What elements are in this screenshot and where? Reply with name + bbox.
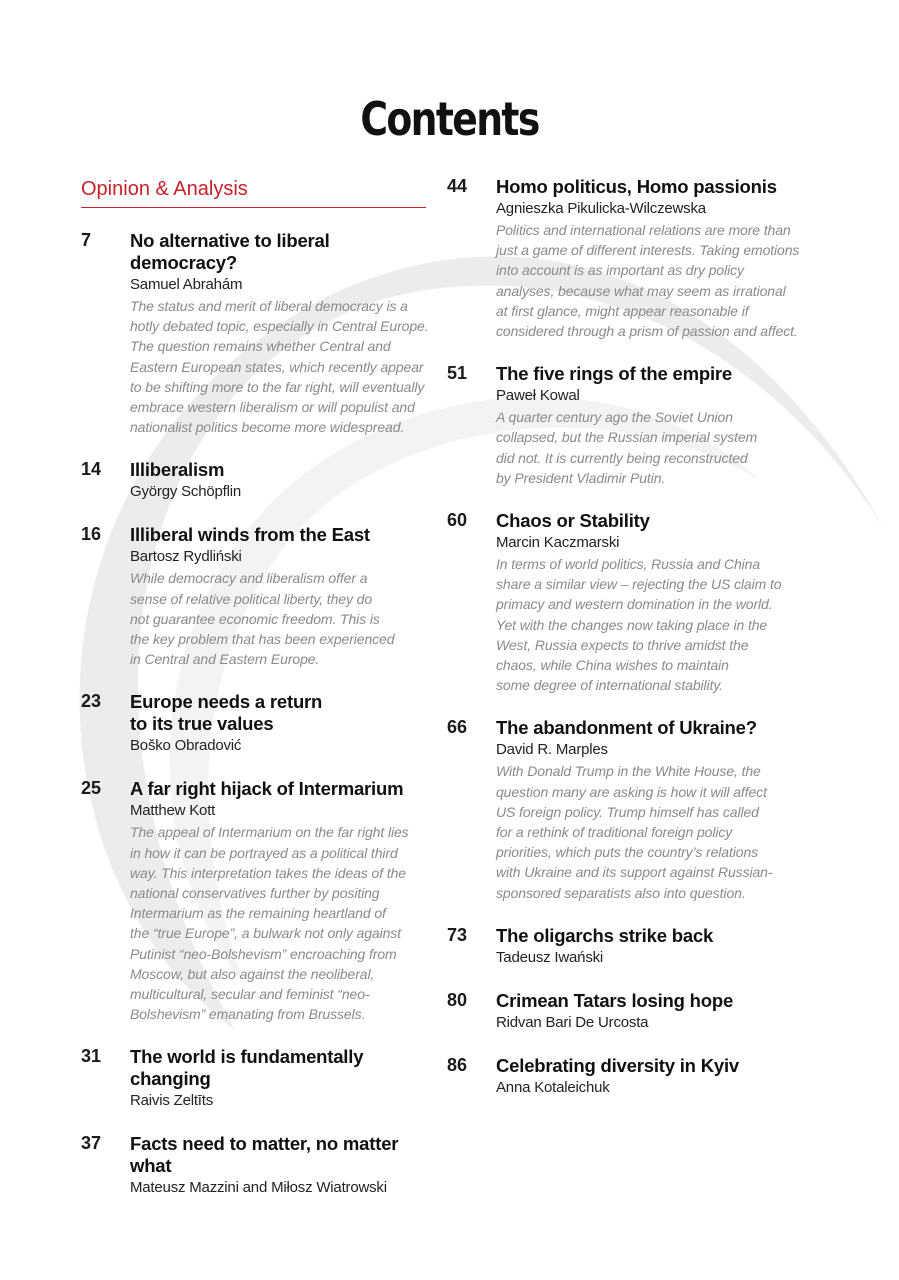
article-title-line: The world is fundamentally changing (130, 1046, 364, 1090)
toc-entry[interactable] (447, 925, 807, 968)
article-author: Marcin Kaczmarski (496, 534, 620, 552)
article-author: David R. Marples (496, 741, 608, 759)
article-title[interactable] (130, 459, 426, 481)
summary-line: The appeal of Intermarium on the far right lies (130, 824, 409, 841)
page-number: 73 (447, 924, 468, 945)
summary-line: nationalist politics become more widespread. (130, 419, 405, 436)
toc-entry[interactable] (81, 778, 426, 1024)
page-number: 51 (447, 363, 468, 384)
summary-line: for a rethink of traditional foreign policy (496, 824, 733, 841)
summary-line: in how it can be portrayed as a political third (130, 844, 398, 861)
summary-line: share a similar view – rejecting the US claim to (496, 576, 782, 593)
article-title-line: Illiberal winds from the East (130, 524, 370, 546)
entry-body (130, 691, 426, 756)
summary-line: The question remains whether Central and (130, 338, 391, 355)
article-title-line: No alternative to liberal democracy? (130, 230, 330, 273)
summary-line: Politics and international relations are more than (496, 222, 791, 238)
article-title[interactable] (496, 717, 807, 739)
summary-line: sponsored separatists also into question. (496, 884, 746, 901)
entry-body (496, 717, 807, 902)
article-title-line: Celebrating diversity in Kyiv (496, 1054, 740, 1076)
entry-body (130, 778, 426, 1024)
left-entry-list (81, 230, 429, 1198)
summary-line: Yet with the changes now taking place in the (496, 616, 768, 633)
entry-body (496, 925, 807, 968)
summary-line: West, Russia expects to thrive amidst the (496, 636, 749, 653)
entry-body (130, 524, 426, 669)
summary-line: at first glance, might appear reasonable if (496, 302, 749, 319)
page-number: 44 (447, 176, 468, 196)
summary-line: by President Vladimir Putin. (496, 469, 666, 486)
toc-entry[interactable] (447, 717, 807, 902)
article-title-line: The oligarchs strike back (496, 924, 714, 946)
article-title[interactable] (496, 990, 807, 1012)
summary-line: hotly debated topic, especially in Central Europe. (130, 318, 429, 335)
entry-body (496, 176, 807, 341)
article-title[interactable] (130, 778, 426, 800)
summary-line: Moscow, but also against the neoliberal, (130, 965, 375, 982)
article-title-line: Homo politicus, Homo passionis (496, 176, 777, 197)
summary-line: collapsed, but the Russian imperial system (496, 429, 758, 446)
toc-entry[interactable] (81, 459, 426, 502)
page-number: 66 (447, 717, 468, 738)
article-title[interactable] (130, 1133, 426, 1177)
article-title[interactable] (496, 510, 807, 532)
article-title[interactable] (496, 363, 807, 385)
article-title-line: Europe needs a return (130, 691, 323, 713)
summary-line: Bolshevism” emanating from Brussels. (130, 1006, 366, 1023)
summary-line: national conservatives further by positing (130, 885, 380, 902)
article-title[interactable] (496, 1055, 807, 1077)
article-summary (130, 822, 426, 1024)
article-title-line: Facts need to matter, no matter what (130, 1133, 399, 1177)
article-summary (130, 568, 426, 669)
summary-line: embrace western liberalism or will populist and (130, 399, 415, 416)
summary-line: did not. It is currently being reconstructed (496, 449, 748, 466)
entry-body (130, 1046, 426, 1111)
entry-body (496, 990, 807, 1033)
right-entry-list (447, 176, 807, 1098)
page-number: 37 (81, 1133, 102, 1154)
entry-body (130, 1133, 426, 1198)
summary-line: into account is as important as dry policy (496, 262, 744, 279)
article-title[interactable] (130, 230, 429, 274)
summary-line: Eastern European states, which recently appear (130, 358, 424, 375)
page-number: 25 (81, 778, 102, 799)
summary-line: the key problem that has been experienced (130, 631, 395, 648)
summary-line: Intermarium as the remaining heartland of (130, 905, 386, 922)
summary-line: A quarter century ago the Soviet Union (496, 409, 733, 426)
article-summary (496, 761, 807, 902)
summary-line: not guarantee economic freedom. This is (130, 610, 380, 627)
article-summary (496, 554, 807, 695)
entry-body (496, 363, 807, 488)
toc-entry[interactable] (447, 176, 807, 341)
article-title[interactable] (496, 176, 807, 198)
article-summary (496, 407, 807, 488)
summary-line: in Central and Eastern Europe. (130, 651, 320, 668)
summary-line: some degree of international stability. (496, 677, 723, 694)
toc-entry[interactable] (447, 363, 807, 488)
article-author: Agnieszka Pikulicka-Wilczewska (496, 200, 706, 217)
summary-line: primacy and western domination in the world. (496, 596, 773, 613)
toc-entry[interactable] (447, 990, 807, 1033)
summary-line: the “true Europe”, a bulwark not only against (130, 925, 401, 942)
summary-line: chaos, while China wishes to maintain (496, 657, 729, 674)
summary-line: to be shifting more to the far right, will eventually (130, 378, 425, 395)
article-title-line: Illiberalism (130, 459, 225, 481)
summary-line: US foreign policy. Trump himself has called (496, 803, 759, 820)
summary-line: sense of relative political liberty, they do (130, 590, 373, 607)
summary-line: way. This interpretation takes the ideas of the (130, 864, 406, 881)
page-number: 23 (81, 691, 102, 712)
article-author: Anna Kotaleichuk (496, 1078, 610, 1096)
page-number: 80 (447, 989, 468, 1010)
article-summary (130, 296, 429, 437)
article-title-line: to its true values (130, 713, 274, 735)
article-author: Paweł Kowal (496, 387, 580, 405)
entry-body (130, 230, 429, 437)
article-title-line: A far right hijack of Intermarium (130, 778, 404, 800)
page-number: 31 (81, 1046, 102, 1067)
entry-body (496, 510, 807, 695)
article-title[interactable] (130, 524, 426, 546)
summary-line: just a game of different interests. Taking emotions (496, 242, 800, 259)
article-author: Matthew Kott (130, 802, 216, 820)
article-author: Ridvan Bari De Urcosta (496, 1013, 649, 1031)
article-author: Samuel Abrahám (130, 276, 243, 293)
article-author: Raivis Zeltīts (130, 1092, 214, 1110)
article-author: Mateusz Mazzini and Miłosz Wiatrowski (130, 1179, 387, 1197)
toc-entry[interactable] (81, 691, 426, 756)
article-title-line: Chaos or Stability (496, 510, 650, 532)
page-number: 86 (447, 1054, 468, 1075)
page-title: Contents (360, 92, 539, 146)
summary-line: The status and merit of liberal democracy is a (130, 298, 408, 314)
toc-entry[interactable] (447, 510, 807, 695)
section-heading: Opinion & Analysis (81, 178, 426, 208)
article-title-line: The five rings of the empire (496, 363, 732, 385)
article-summary (496, 220, 807, 341)
article-title-line: The abandonment of Ukraine? (496, 717, 757, 739)
summary-line: question many are asking is how it will affect (496, 783, 767, 800)
page-number: 60 (447, 510, 468, 531)
article-title[interactable] (496, 925, 807, 947)
article-author: Tadeusz Iwański (496, 948, 604, 966)
article-title-line: Crimean Tatars losing hope (496, 989, 734, 1011)
summary-line: analyses, because what may seem as irrational (496, 282, 786, 299)
toc-entry[interactable] (447, 1055, 807, 1098)
page-number: 14 (81, 459, 102, 480)
summary-line: While democracy and liberalism offer a (130, 570, 368, 587)
toc-entry[interactable] (81, 1046, 426, 1111)
summary-line: considered through a prism of passion and affect. (496, 323, 798, 340)
summary-line: In terms of world politics, Russia and China (496, 556, 761, 573)
page-number: 16 (81, 524, 102, 545)
article-author: Boško Obradović (130, 737, 242, 755)
right-column (447, 176, 807, 1120)
article-author: György Schöpflin (130, 483, 242, 501)
entry-body (130, 459, 426, 502)
summary-line: Putinist “neo-Bolshevism” encroaching from (130, 945, 397, 962)
summary-line: with Ukraine and its support against Russian- (496, 864, 773, 881)
article-author: Bartosz Rydliński (130, 548, 242, 566)
page-number: 7 (81, 230, 92, 250)
toc-entry[interactable] (81, 1133, 426, 1198)
summary-line: With Donald Trump in the White House, the (496, 763, 761, 780)
entry-body (496, 1055, 807, 1098)
article-title[interactable] (130, 691, 426, 735)
article-title[interactable] (130, 1046, 426, 1090)
summary-line: priorities, which puts the country’s relations (496, 844, 759, 861)
toc-entry[interactable] (81, 524, 426, 669)
toc-entry[interactable] (81, 230, 429, 437)
left-column (81, 176, 429, 1220)
summary-line: multicultural, secular and feminist “neo- (130, 986, 370, 1003)
